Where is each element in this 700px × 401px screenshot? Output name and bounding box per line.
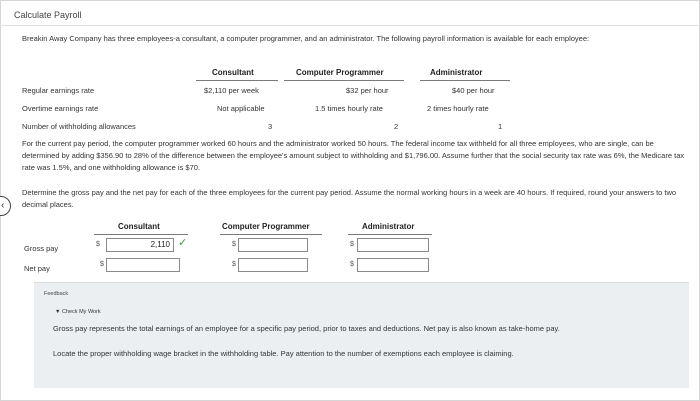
- answer-header-administrator: Administrator: [362, 222, 415, 231]
- gross-pay-label: Gross pay: [24, 244, 59, 253]
- chevron-left-icon: ‹: [1, 200, 5, 211]
- check-my-work-toggle[interactable]: ▼ Check My Work: [55, 309, 101, 315]
- feedback-hint: Gross pay represents the total earnings of an employee for a specific pay period, prior to taxes and deductions. Net pay is also known as take-home pay.: [53, 324, 560, 333]
- task-text: Determine the gross pay and the net pay for each of the three employees for the current pay period. Assume the normal working hours in a week are 40 hours. If required, round your answers to two decimal places.: [22, 188, 677, 209]
- info-cell: 1.5 times hourly rate: [315, 104, 383, 113]
- info-row-label: Number of withholding allowances: [22, 122, 136, 131]
- feedback-hint: Locate the proper withholding wage bracket in the withholding table. Pay attention to the number of exemptions each employee is claiming.: [53, 349, 514, 358]
- answer-header-rule: [94, 234, 188, 235]
- title-divider: [0, 25, 700, 26]
- currency-symbol: $: [350, 261, 354, 268]
- info-header-programmer: Computer Programmer: [296, 68, 384, 77]
- info-header-administrator: Administrator: [430, 68, 483, 77]
- info-header-consultant: Consultant: [212, 68, 254, 77]
- scenario-text: For the current pay period, the computer programmer worked 60 hours and the administrator worked 50 hours. The federal income tax withheld for all three employees, who are single, can be determined by adding $356.90 to 28% of the difference between the employee's amount subject to withholding and $1,796.00. Assume further that the social security tax rate was 6%, the Medicare tax rate was 1.5%, and one withholding allowance is $70.: [22, 139, 685, 172]
- info-cell: 2: [394, 122, 399, 131]
- net-pay-administrator-input[interactable]: [357, 258, 429, 272]
- answer-header-programmer: Computer Programmer: [222, 222, 310, 231]
- feedback-panel: [34, 282, 689, 388]
- currency-symbol: $: [100, 261, 104, 268]
- currency-symbol: $: [96, 241, 100, 248]
- gross-pay-consultant-input[interactable]: 2,110: [106, 238, 174, 252]
- net-pay-programmer-input[interactable]: [238, 258, 308, 272]
- info-header-rule: [420, 80, 510, 81]
- answer-header-consultant: Consultant: [118, 222, 160, 231]
- info-cell: $32 per hour: [346, 86, 389, 95]
- feedback-label: Feedback: [44, 291, 69, 297]
- info-row-label: Overtime earnings rate: [22, 104, 99, 113]
- info-row-label: Regular earnings rate: [22, 86, 95, 95]
- info-header-rule: [284, 80, 404, 81]
- correct-check-icon: ✓: [178, 237, 188, 249]
- info-cell: 1: [498, 122, 503, 131]
- info-header-rule: [196, 80, 278, 81]
- info-cell: Not applicable: [217, 104, 265, 113]
- currency-symbol: $: [232, 241, 236, 248]
- currency-symbol: $: [232, 261, 236, 268]
- net-pay-label: Net pay: [24, 264, 50, 273]
- info-cell: $2,110 per week: [204, 86, 259, 95]
- gross-pay-administrator-input[interactable]: [357, 238, 429, 252]
- info-cell: 2 times hourly rate: [427, 104, 489, 113]
- currency-symbol: $: [350, 241, 354, 248]
- gross-pay-programmer-input[interactable]: [238, 238, 308, 252]
- page-title: Calculate Payroll: [14, 10, 82, 20]
- answer-header-rule: [220, 234, 322, 235]
- net-pay-consultant-input[interactable]: [106, 258, 180, 272]
- answer-header-rule: [348, 234, 432, 235]
- info-cell: $40 per hour: [452, 86, 495, 95]
- intro-text: Breakin Away Company has three employees-a consultant, a computer programmer, and an administrator. The following payroll information is available for each employee:: [22, 34, 590, 43]
- info-cell: 3: [268, 122, 273, 131]
